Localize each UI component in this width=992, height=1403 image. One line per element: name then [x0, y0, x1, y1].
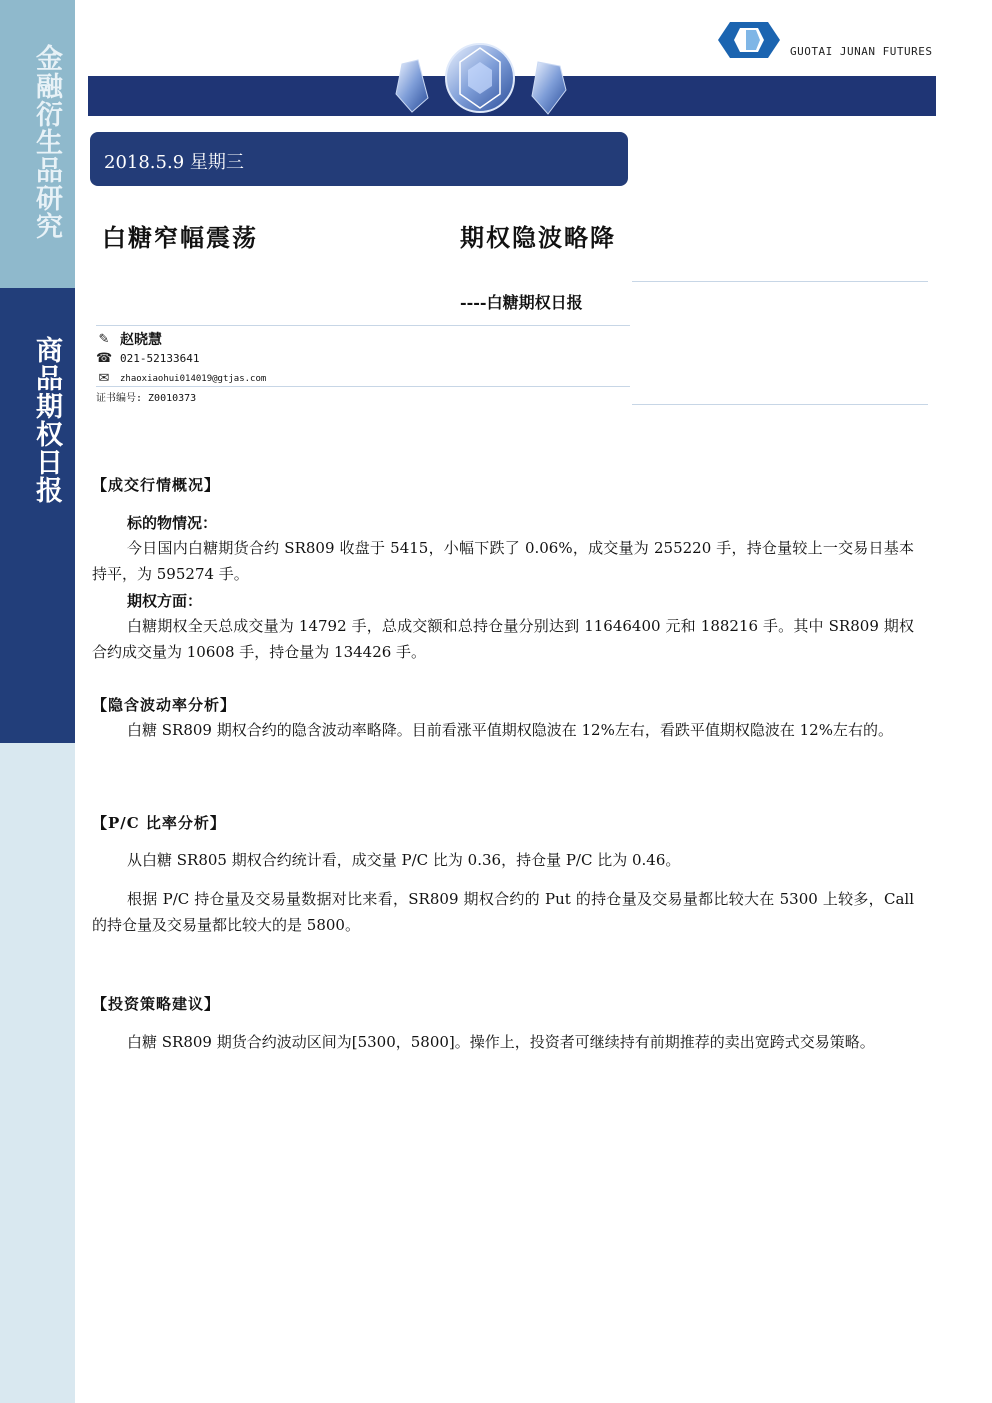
- author-phone: 021-52133641: [120, 352, 200, 365]
- paragraph-iv: 白糖 SR809 期权合约的隐含波动率略降。目前看涨平值期权隐波在 12%左右，看跌平值期权隐波在 12%左右的。: [127, 721, 893, 739]
- paragraph-pc-2: 根据 P/C 持仓量及交易量数据对比来看，SR809 期权合约的 Put 的持仓量及交易量都比较大在 5300 上较多，Call 的持仓量及交易量都比较大的是 5800。: [92, 890, 914, 934]
- headline-left: 白糖窄幅震荡: [102, 223, 258, 252]
- phone-icon: ☎: [96, 351, 113, 366]
- paragraph-options: 白糖期权全天总成交量为 14792 手，总成交额和总持仓量分别达到 11646400 元和 188216 手。其中 SR809 期权合约成交量为 10608 手，持仓量为 134426 手。: [92, 617, 914, 661]
- sidebar-report-type-text: 商品期权日报: [31, 336, 62, 504]
- mail-icon: ✉: [98, 371, 110, 386]
- divider: [632, 281, 928, 282]
- divider: [96, 325, 630, 326]
- paragraph-strategy: 白糖 SR809 期货合约波动区间为[5300，5800]。操作上，投资者可继续持有前期推荐的卖出宽跨式交易策略。: [127, 1033, 875, 1051]
- subheading-underlying: 标的物情况：: [127, 514, 218, 532]
- paragraph-underlying: 今日国内白糖期货合约 SR809 收盘于 5415，小幅下跌了 0.06%，成交量为 255220 手，持仓量较上一交易日基本持平，为 595274 手。: [92, 539, 914, 583]
- subheading-options: 期权方面：: [127, 592, 203, 610]
- divider: [632, 404, 928, 405]
- author-certificate: 证书编号: Z0010373: [96, 393, 197, 404]
- sidebar-category-text: 金融衍生品研究: [31, 44, 62, 240]
- report-subtitle: ----白糖期权日报: [460, 293, 583, 312]
- phone-row: [96, 351, 199, 366]
- report-date: 2018.5.9 星期三: [104, 152, 244, 173]
- diamond-icon: [388, 38, 574, 120]
- sidebar-bottom-band: [0, 743, 75, 1403]
- headline-right: 期权隐波略降: [460, 223, 616, 252]
- email-row: [96, 371, 266, 386]
- divider: [96, 386, 630, 387]
- company-logo-icon: [716, 20, 782, 60]
- author-name: 赵晓慧: [120, 332, 162, 348]
- author-row: [96, 329, 162, 349]
- company-name: GUOTAI JUNAN FUTURES: [790, 45, 933, 58]
- section-heading-pc: 【P/C 比率分析】: [92, 814, 226, 832]
- paragraph-pc-1: 从白糖 SR805 期权合约统计看，成交量 P/C 比为 0.36，持仓量 P/C 比为 0.46。: [127, 851, 681, 869]
- section-heading-iv: 【隐含波动率分析】: [92, 696, 237, 714]
- pen-icon: ✎: [98, 331, 110, 347]
- author-email[interactable]: zhaoxiaohui014019@gtjas.com: [120, 373, 267, 384]
- section-heading-strategy: 【投资策略建议】: [92, 995, 221, 1013]
- section-heading-overview: 【成交行情概况】: [92, 476, 221, 494]
